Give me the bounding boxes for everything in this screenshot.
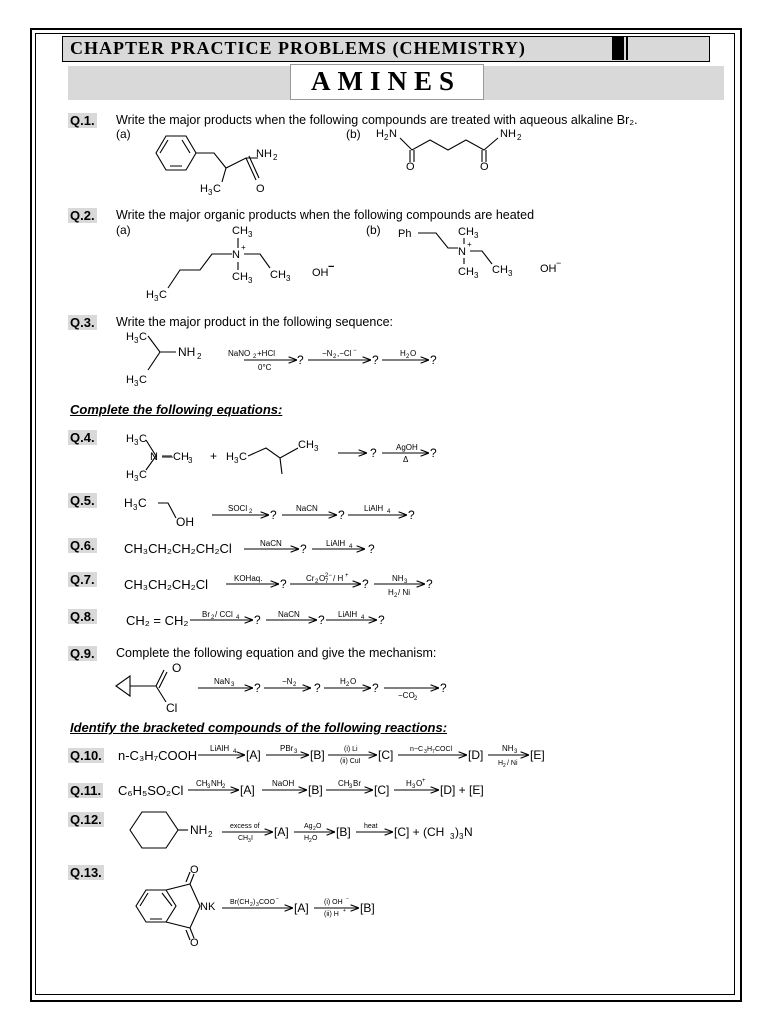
svg-text:3: 3 <box>474 231 479 240</box>
svg-text:NH: NH <box>190 823 208 837</box>
svg-text:COCl: COCl <box>435 746 453 753</box>
svg-text:?: ? <box>362 577 369 591</box>
svg-text:+: + <box>210 449 218 463</box>
svg-text:4: 4 <box>233 749 237 755</box>
svg-text:2: 2 <box>313 826 316 832</box>
svg-text:2: 2 <box>249 509 253 515</box>
svg-text:2: 2 <box>197 352 202 361</box>
svg-text:3: 3 <box>248 838 251 844</box>
svg-text:CH: CH <box>338 779 350 788</box>
svg-text:NH: NH <box>211 779 223 788</box>
svg-text:NaNO: NaNO <box>228 349 251 358</box>
svg-text:?: ? <box>426 577 433 591</box>
svg-text:—CH: —CH <box>162 451 189 463</box>
svg-text:[B]: [B] <box>310 748 325 762</box>
svg-text:3: 3 <box>404 579 408 585</box>
svg-text:?: ? <box>408 508 415 522</box>
svg-text:H: H <box>388 588 394 597</box>
svg-text:C: C <box>159 289 167 301</box>
svg-text:2: 2 <box>253 354 257 360</box>
svg-text:O: O <box>480 161 489 173</box>
svg-text:2: 2 <box>517 133 522 142</box>
svg-text:PBr: PBr <box>280 744 294 753</box>
q1-label-b: (b) <box>346 127 361 141</box>
svg-text:): ) <box>253 899 256 906</box>
svg-text:H: H <box>124 496 133 510</box>
svg-text:N: N <box>458 246 466 258</box>
svg-text:O: O <box>319 574 326 583</box>
svg-text:?: ? <box>297 353 304 367</box>
question-number-5: Q.5. <box>70 493 95 508</box>
svg-text:3: 3 <box>508 269 513 278</box>
svg-text:3: 3 <box>248 276 253 285</box>
svg-text:3: 3 <box>134 438 139 447</box>
svg-text:NaOH: NaOH <box>272 779 295 788</box>
svg-text:Cl: Cl <box>166 701 178 715</box>
svg-text:excess of: excess of <box>230 823 260 830</box>
svg-text:Ag: Ag <box>304 823 313 830</box>
svg-text:+HCl: +HCl <box>257 349 276 358</box>
svg-text:−: − <box>346 896 349 902</box>
svg-text:−N: −N <box>322 349 333 358</box>
question-number-13: Q.13. <box>70 865 102 880</box>
svg-text:2: 2 <box>315 579 319 585</box>
svg-text:(i) Li: (i) Li <box>344 746 358 753</box>
svg-text:7: 7 <box>432 749 435 755</box>
svg-text:O: O <box>416 779 423 788</box>
svg-text:?: ? <box>368 542 375 556</box>
svg-text:C: C <box>139 433 147 445</box>
svg-text:CH: CH <box>196 779 208 788</box>
svg-text:7: 7 <box>325 579 329 585</box>
question-number-9: Q.9. <box>70 646 95 661</box>
svg-text:3: 3 <box>286 274 291 283</box>
svg-text:3: 3 <box>133 503 138 512</box>
q10-reactant: n-C₃H₇COOH <box>118 748 198 763</box>
svg-text:4: 4 <box>387 509 391 515</box>
svg-text:?: ? <box>254 613 261 627</box>
svg-text:H: H <box>427 746 433 753</box>
svg-text:(ii) CuI: (ii) CuI <box>340 758 361 765</box>
svg-text:H: H <box>126 469 134 481</box>
question-number-7: Q.7. <box>70 572 95 587</box>
svg-text:?: ? <box>378 613 385 627</box>
svg-text:O: O <box>256 183 265 195</box>
svg-text:−: − <box>353 348 357 354</box>
svg-text:LiAlH: LiAlH <box>326 539 346 548</box>
q11-reactant: C₆H₅SO₂Cl <box>118 783 184 798</box>
q2-label-b: (b) <box>366 223 381 237</box>
svg-text:2: 2 <box>309 838 312 844</box>
svg-text:(i) OH: (i) OH <box>324 899 343 906</box>
svg-text:3: 3 <box>412 784 416 790</box>
q8-reactant: CH₂ = CH₂ <box>126 613 189 628</box>
svg-text:H: H <box>126 433 134 445</box>
svg-text:H: H <box>376 128 384 140</box>
svg-text:2: 2 <box>293 682 297 688</box>
svg-text:H: H <box>200 183 208 195</box>
svg-text:+: + <box>343 908 346 914</box>
svg-text:+: + <box>345 573 349 579</box>
svg-text:NH: NH <box>256 148 272 160</box>
svg-text:2: 2 <box>406 354 410 360</box>
svg-text:): ) <box>455 825 459 839</box>
svg-text:?: ? <box>372 353 379 367</box>
svg-text:[A]: [A] <box>294 901 309 915</box>
svg-text:C: C <box>139 331 147 343</box>
svg-text:4: 4 <box>349 544 353 550</box>
svg-text:3: 3 <box>234 456 239 465</box>
svg-text:3: 3 <box>256 902 259 908</box>
svg-text:[C] + (CH: [C] + (CH <box>394 825 445 839</box>
svg-text:H: H <box>126 374 134 386</box>
svg-text:n−C: n−C <box>410 746 424 753</box>
chapter-title: CHAPTER PRACTICE PROBLEMS (CHEMISTRY) <box>70 38 526 58</box>
svg-text:N: N <box>232 249 240 261</box>
svg-text:[B]: [B] <box>360 901 375 915</box>
svg-text:[B]: [B] <box>336 825 351 839</box>
svg-text:(ii) H: (ii) H <box>324 911 339 918</box>
question-number-8: Q.8. <box>70 609 95 624</box>
svg-text:AgOH: AgOH <box>396 443 418 452</box>
svg-text:+: + <box>467 240 472 249</box>
svg-text:3: 3 <box>207 784 211 790</box>
svg-text:O: O <box>410 349 417 358</box>
svg-text:[D]: [D] <box>468 748 484 762</box>
svg-text:−: − <box>556 258 562 268</box>
svg-text:?: ? <box>338 508 345 522</box>
svg-text:?: ? <box>270 508 277 522</box>
svg-text:OH: OH <box>540 263 557 275</box>
svg-text:N: N <box>150 451 158 463</box>
svg-text:N: N <box>464 825 473 839</box>
svg-text:4: 4 <box>361 615 365 621</box>
svg-text:Br: Br <box>202 610 210 619</box>
svg-text:O: O <box>312 835 318 842</box>
svg-text:/ Ni: / Ni <box>507 760 518 767</box>
svg-text:3: 3 <box>459 832 464 841</box>
svg-text:H: H <box>340 677 346 686</box>
svg-text:/ H: / H <box>333 574 344 583</box>
svg-text:O: O <box>190 937 199 949</box>
question-text-3: Write the major product in the following sequence: <box>116 315 394 329</box>
svg-text:[A]: [A] <box>274 825 289 839</box>
svg-text:Br: Br <box>353 779 361 788</box>
svg-text:3: 3 <box>231 682 235 688</box>
svg-text:C: C <box>139 469 147 481</box>
question-text-1: Write the major products when the following compounds are treated with aqueous alkaline Br₂. <box>116 113 638 127</box>
svg-text:[A]: [A] <box>246 748 261 762</box>
svg-text:C: C <box>139 374 147 386</box>
svg-text:−: − <box>276 896 279 902</box>
svg-text:Δ: Δ <box>403 455 409 464</box>
svg-text:−: − <box>328 261 335 273</box>
svg-text:2−: 2− <box>325 573 332 579</box>
question-number-2: Q.2. <box>70 208 95 223</box>
svg-text:NH: NH <box>392 574 404 583</box>
svg-text:Br(CH: Br(CH <box>230 899 250 906</box>
svg-text:OH: OH <box>312 267 329 279</box>
svg-text:H: H <box>400 349 406 358</box>
svg-text:3: 3 <box>134 336 139 345</box>
svg-text:NK: NK <box>200 901 216 913</box>
svg-text:LiAlH: LiAlH <box>364 504 384 513</box>
svg-text:H: H <box>498 760 504 767</box>
q7-reactant: CH₃CH₂CH₂Cl <box>124 577 208 592</box>
svg-text:,−Cl: ,−Cl <box>337 349 352 358</box>
svg-text:4: 4 <box>236 615 240 621</box>
svg-text:[D] + [E]: [D] + [E] <box>440 783 484 797</box>
svg-text:CH: CH <box>298 439 314 451</box>
svg-text:NaCN: NaCN <box>296 504 318 513</box>
svg-text:/ CCl: / CCl <box>215 610 233 619</box>
svg-text:2: 2 <box>273 153 278 162</box>
svg-text:CH: CH <box>238 835 249 842</box>
svg-text:3: 3 <box>294 749 298 755</box>
svg-text:OH: OH <box>176 515 194 529</box>
svg-text:2: 2 <box>208 830 213 839</box>
svg-text:NaN: NaN <box>214 677 231 686</box>
svg-text:[E]: [E] <box>530 748 545 762</box>
svg-text:O: O <box>316 823 322 830</box>
svg-text:3: 3 <box>314 444 319 453</box>
svg-text:LiAlH: LiAlH <box>210 744 230 753</box>
svg-text:KOHaq.: KOHaq. <box>234 574 263 583</box>
svg-text:[B]: [B] <box>308 783 323 797</box>
svg-text:3: 3 <box>134 379 139 388</box>
svg-text:3: 3 <box>188 456 193 465</box>
svg-text:[C]: [C] <box>374 783 390 797</box>
svg-text:H: H <box>146 289 154 301</box>
svg-text:?: ? <box>254 681 261 695</box>
svg-text:C: C <box>213 183 221 195</box>
svg-text:NaCN: NaCN <box>278 610 300 619</box>
svg-text:?: ? <box>370 446 377 460</box>
svg-text:NH: NH <box>502 744 514 753</box>
svg-text:?: ? <box>280 577 287 591</box>
svg-text:H: H <box>226 451 234 463</box>
question-number-6: Q.6. <box>70 538 95 553</box>
svg-text:/ Ni: / Ni <box>398 588 410 597</box>
svg-text:?: ? <box>300 542 307 556</box>
svg-text:2: 2 <box>211 615 215 621</box>
svg-text:[A]: [A] <box>240 783 255 797</box>
svg-text:NH: NH <box>500 128 516 140</box>
svg-text:2: 2 <box>346 682 350 688</box>
question-number-3: Q.3. <box>70 315 95 330</box>
svg-text:CH: CH <box>232 271 248 283</box>
svg-text:0°C: 0°C <box>258 363 272 372</box>
svg-text:[C]: [C] <box>378 748 394 762</box>
svg-text:?: ? <box>430 353 437 367</box>
svg-text:2: 2 <box>222 784 226 790</box>
question-text-2: Write the major organic products when the following compounds are heated <box>116 208 535 222</box>
svg-text:CH: CH <box>458 226 474 238</box>
question-number-10: Q.10. <box>70 748 102 763</box>
svg-text:3: 3 <box>424 749 427 755</box>
svg-text:3: 3 <box>450 832 455 841</box>
svg-text:3: 3 <box>208 188 213 197</box>
svg-text:3: 3 <box>349 784 353 790</box>
svg-text:3: 3 <box>248 230 253 239</box>
svg-text:3: 3 <box>514 749 518 755</box>
question-number-1: Q.1. <box>70 113 95 128</box>
svg-text:O: O <box>172 661 182 675</box>
svg-text:NaCN: NaCN <box>260 539 282 548</box>
svg-text:H: H <box>406 779 412 788</box>
svg-text:O: O <box>350 677 357 686</box>
svg-text:H: H <box>304 835 310 842</box>
question-text-9: Complete the following equation and give the mechanism: <box>116 646 437 660</box>
topic-title: AMINES <box>310 66 461 96</box>
svg-text:?: ? <box>430 446 437 460</box>
svg-text:O: O <box>406 161 415 173</box>
svg-text:Cr: Cr <box>306 574 315 583</box>
question-number-4: Q.4. <box>70 430 95 445</box>
svg-text:CH: CH <box>458 266 474 278</box>
svg-text:+: + <box>241 243 246 252</box>
svg-text:NH: NH <box>178 345 196 359</box>
svg-text:3: 3 <box>474 271 479 280</box>
svg-text:heat: heat <box>364 823 378 830</box>
question-number-11: Q.11. <box>70 783 102 798</box>
svg-text:3: 3 <box>134 474 139 483</box>
q1-label-a: (a) <box>116 127 131 141</box>
svg-text:CH: CH <box>232 225 248 237</box>
svg-text:?: ? <box>372 681 379 695</box>
svg-text:2: 2 <box>503 763 506 769</box>
svg-text:2: 2 <box>250 902 253 908</box>
svg-text:C: C <box>138 496 147 510</box>
svg-text:2: 2 <box>384 133 389 142</box>
svg-text:CH: CH <box>492 264 508 276</box>
svg-text:H: H <box>126 331 134 343</box>
svg-text:O: O <box>190 864 199 876</box>
q6-reactant: CH₃CH₂CH₂CH₂Cl <box>124 541 232 556</box>
svg-text:?: ? <box>314 681 321 695</box>
svg-text:−N: −N <box>282 677 293 686</box>
svg-text:I: I <box>251 835 253 842</box>
svg-text:CH: CH <box>270 269 286 281</box>
section-heading-complete: Complete the following equations: <box>70 402 283 417</box>
svg-text:LiAlH: LiAlH <box>338 610 358 619</box>
section-heading-identify: Identify the bracketed compounds of the following reactions: <box>70 720 448 735</box>
svg-text:C: C <box>239 451 247 463</box>
svg-text:COO: COO <box>259 899 275 906</box>
svg-text:2: 2 <box>333 354 337 360</box>
svg-text:2: 2 <box>414 696 418 702</box>
svg-text:SOCl: SOCl <box>228 504 248 513</box>
svg-text:Ph: Ph <box>398 228 412 240</box>
svg-text:2: 2 <box>394 593 398 599</box>
q2-label-a: (a) <box>116 223 131 237</box>
svg-text:+: + <box>422 778 426 784</box>
svg-text:N: N <box>389 128 397 140</box>
question-number-12: Q.12. <box>70 812 102 827</box>
svg-text:−CO: −CO <box>398 691 415 700</box>
svg-text:3: 3 <box>154 294 159 303</box>
svg-text:?: ? <box>318 613 325 627</box>
svg-text:?: ? <box>440 681 447 695</box>
